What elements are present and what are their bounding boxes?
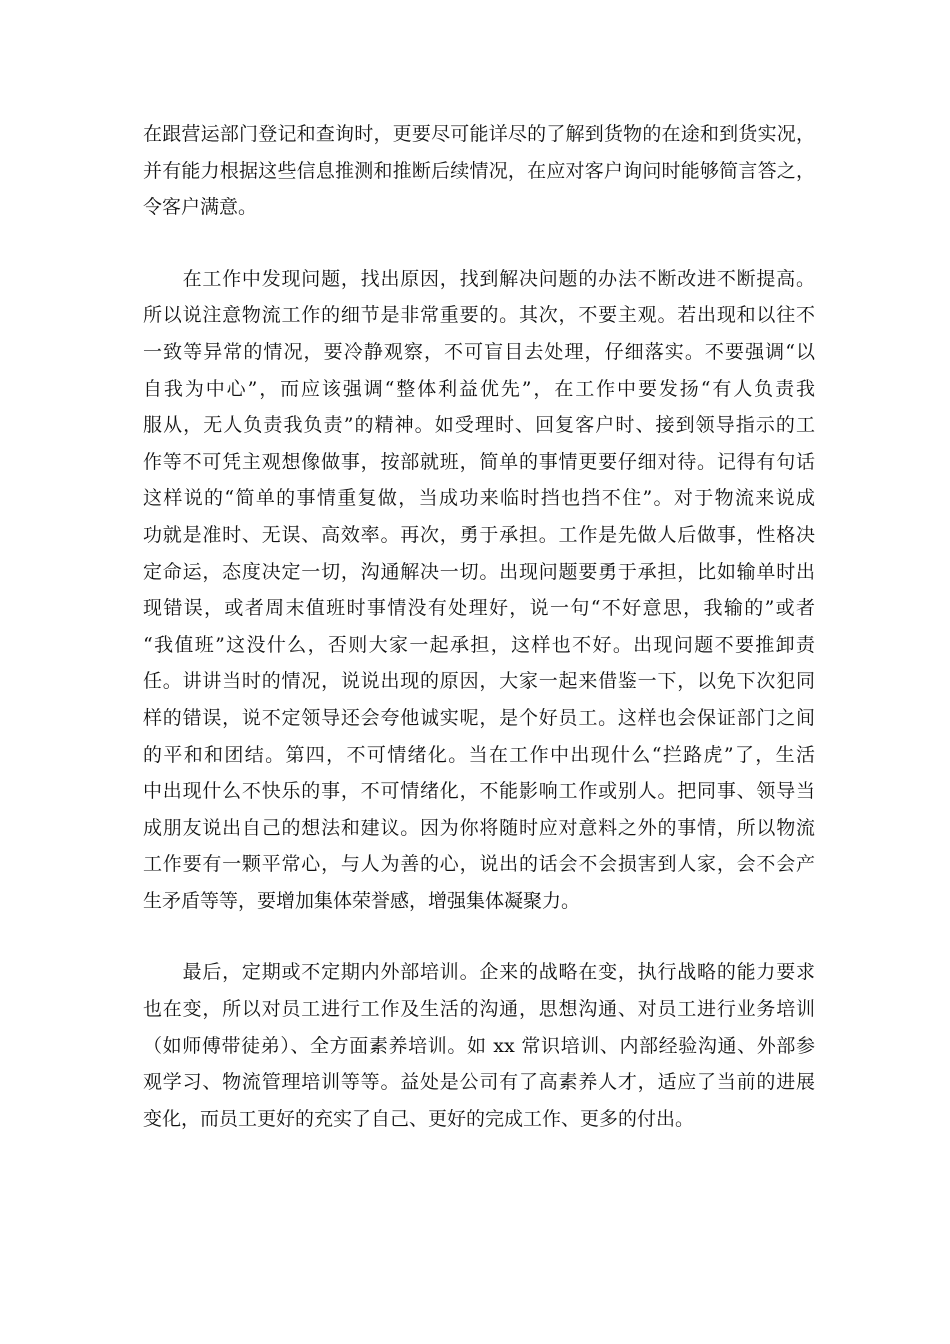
text-line: “我值班”这没什么，否则大家一起承担，这样也不好。出现问题不要推卸责	[143, 633, 815, 656]
text-line: 自我为中心”，而应该强调“整体利益优先”，在工作中要发扬“有人负责我	[143, 377, 815, 400]
text-line: 的平和和团结。第四，不可情绪化。当在工作中出现什么“拦路虎”了，生活	[143, 743, 815, 766]
text-line: （如师傅带徒弟）、全方面素养培训。如 xx 常识培训、内部经验沟通、外部参	[143, 1034, 815, 1057]
text-line: 样的错误，说不定领导还会夸他诚实呢，是个好员工。这样也会保证部门之间	[143, 706, 815, 729]
text-line: 服从，无人负责我负责”的精神。如受理时、回复客户时、接到领导指示的工	[143, 414, 815, 437]
text-line: 这样说的“简单的事情重复做，当成功来临时挡也挡不住”。对于物流来说成	[143, 487, 815, 510]
text-line: 在跟营运部门登记和查询时，更要尽可能详尽的了解到货物的在途和到货实况，	[143, 123, 815, 145]
text-line: 功就是准时、无误、高效率。再次，勇于承担。工作是先做人后做事，性格决	[143, 523, 815, 546]
text-line: 任。讲讲当时的情况，说说出现的原因，大家一起来借鉴一下，以免下次犯同	[143, 670, 815, 693]
text-line: 也在变，所以对员工进行工作及生活的沟通，思想沟通、对员工进行业务培训	[143, 998, 815, 1021]
text-line: 一致等异常的情况，要冷静观察，不可盲目去处理，仔细落实。不要强调“以	[143, 340, 815, 363]
text-line: 成朋友说出自己的想法和建议。因为你将随时应对意料之外的事情，所以物流	[143, 816, 815, 839]
text-line: 生矛盾等等，要增加集体荣誉感，增强集体凝聚力。	[143, 889, 581, 912]
text-line: 定命运，态度决定一切，沟通解决一切。出现问题要勇于承担，比如输单时出	[143, 560, 815, 583]
text-line: 在工作中发现问题，找出原因，找到解决问题的办法不断改进不断提高。	[143, 267, 815, 290]
text-line: 令客户满意。	[143, 196, 258, 219]
text-line: 并有能力根据这些信息推测和推断后续情况，在应对客户询问时能够简言答之，	[143, 159, 815, 182]
paragraph-1	[143, 116, 815, 226]
paragraph-2	[143, 261, 815, 920]
paragraph-3	[143, 954, 815, 1137]
text-line: 现错误，或者周末值班时事情没有处理好，说一句“不好意思，我输的”或者	[143, 597, 815, 620]
text-line: 中出现什么不快乐的事，不可情绪化，不能影响工作或别人。把同事、领导当	[143, 780, 815, 803]
text-line: 工作要有一颗平常心，与人为善的心，说出的话会不会损害到人家，会不会产	[143, 853, 815, 876]
text-line: 最后，定期或不定期内外部培训。企来的战略在变，执行战略的能力要求	[143, 961, 815, 984]
document-body	[143, 116, 815, 1137]
text-line: 变化，而员工更好的充实了自己、更好的完成工作、更多的付出。	[143, 1107, 695, 1130]
text-line: 所以说注意物流工作的细节是非常重要的。其次，不要主观。若出现和以往不	[143, 304, 815, 327]
text-line: 观学习、物流管理培训等等。益处是公司有了高素养人才，适应了当前的进展	[143, 1071, 815, 1094]
text-line: 作等不可凭主观想像做事，按部就班，简单的事情更要仔细对待。记得有句话	[143, 450, 815, 473]
